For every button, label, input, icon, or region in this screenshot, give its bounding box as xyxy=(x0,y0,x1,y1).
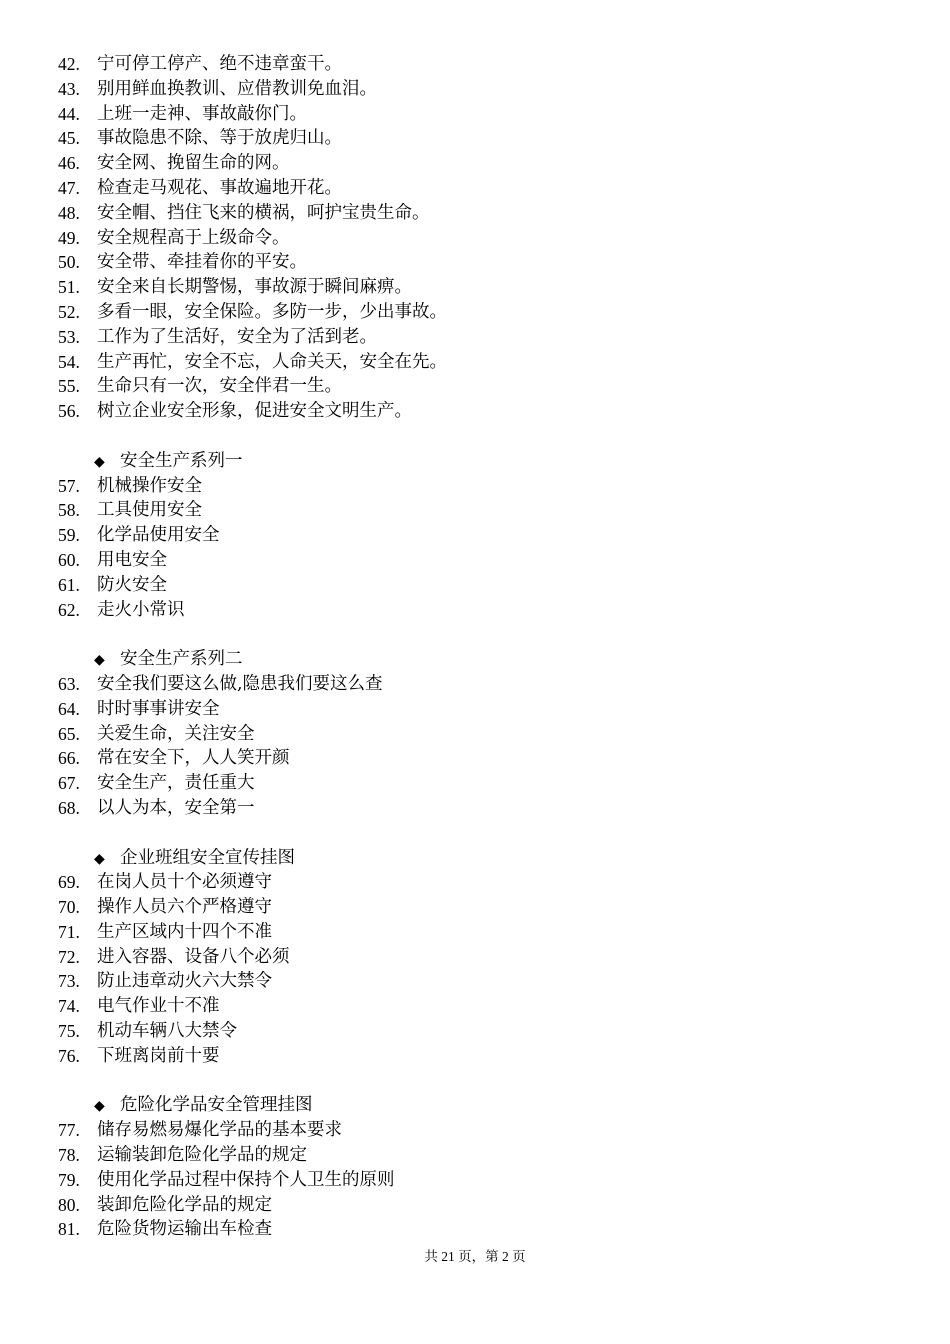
list-item xyxy=(58,77,898,102)
list-item-number: 46. xyxy=(58,153,80,174)
list-item xyxy=(58,523,898,548)
list-item xyxy=(58,1143,898,1168)
list-item-number: 58. xyxy=(58,500,80,521)
list-item-text: 化学品使用安全 xyxy=(97,525,220,546)
list-item-text: 安全我们要这么做,隐患我们要这么查 xyxy=(97,673,383,694)
list-item xyxy=(58,1118,898,1143)
list-item xyxy=(58,1019,898,1044)
list-item xyxy=(58,250,898,275)
section-gap xyxy=(58,622,898,647)
list-item-text: 机动车辆八大禁令 xyxy=(97,1021,237,1042)
list-item xyxy=(58,176,898,201)
list-item-text: 机械操作安全 xyxy=(97,475,202,496)
list-item xyxy=(58,1168,898,1193)
section-title: 安全生产系列二 xyxy=(120,649,243,670)
list-item xyxy=(58,1217,898,1242)
diamond-bullet-icon: ◆ xyxy=(94,652,105,669)
section-title: 危险化学品安全管理挂图 xyxy=(120,1095,313,1116)
list-item-text: 危险货物运输出车检查 xyxy=(97,1219,272,1240)
list-item xyxy=(58,920,898,945)
list-item xyxy=(58,275,898,300)
list-item-number: 47. xyxy=(58,177,80,198)
list-item xyxy=(58,102,898,127)
list-item-text: 别用鲜血换教训、应借教训免血泪。 xyxy=(97,78,377,99)
list-item-text: 下班离岗前十要 xyxy=(97,1045,220,1066)
list-item-text: 工具使用安全 xyxy=(97,500,202,521)
list-item-number: 80. xyxy=(58,1194,80,1215)
list-item-number: 69. xyxy=(58,872,80,893)
list-item-text: 走火小常识 xyxy=(97,599,185,620)
list-item-text: 用电安全 xyxy=(97,549,167,570)
list-item-number: 73. xyxy=(58,971,80,992)
list-item xyxy=(58,771,898,796)
list-item-number: 71. xyxy=(58,921,80,942)
list-item-number: 52. xyxy=(58,301,80,322)
list-item-number: 74. xyxy=(58,996,80,1017)
list-item xyxy=(58,746,898,771)
document-content xyxy=(58,52,898,1242)
list-item xyxy=(58,548,898,573)
list-item-number: 55. xyxy=(58,376,80,397)
list-item-number: 79. xyxy=(58,1169,80,1190)
list-item-number: 54. xyxy=(58,351,80,372)
list-item-number: 49. xyxy=(58,227,80,248)
list-item-number: 56. xyxy=(58,401,80,422)
list-item-number: 66. xyxy=(58,748,80,769)
list-item-number: 75. xyxy=(58,1021,80,1042)
list-item-number: 59. xyxy=(58,525,80,546)
list-item-number: 65. xyxy=(58,723,80,744)
list-item xyxy=(58,945,898,970)
section-gap xyxy=(58,424,898,449)
list-item-text: 关爱生命，关注安全 xyxy=(97,723,255,744)
list-item-text: 安全网、挽留生命的网。 xyxy=(97,153,290,174)
list-item-number: 77. xyxy=(58,1120,80,1141)
list-item-text: 安全规程高于上级命令。 xyxy=(97,227,290,248)
list-item xyxy=(58,350,898,375)
list-item-number: 51. xyxy=(58,277,80,298)
list-item-number: 62. xyxy=(58,599,80,620)
section-title: 安全生产系列一 xyxy=(120,450,243,471)
list-item-text: 安全帽、挡住飞来的横祸，呵护宝贵生命。 xyxy=(97,202,430,223)
list-item-text: 生产区域内十四个不准 xyxy=(97,921,272,942)
list-item-text: 进入容器、设备八个必须 xyxy=(97,946,290,967)
list-item-number: 42. xyxy=(58,54,80,74)
list-item-text: 防火安全 xyxy=(97,574,167,595)
list-item xyxy=(58,226,898,251)
list-item-text: 运输装卸危险化学品的规定 xyxy=(97,1145,307,1166)
list-item-number: 68. xyxy=(58,797,80,818)
list-item xyxy=(58,1044,898,1069)
list-item xyxy=(58,52,898,77)
list-item xyxy=(58,697,898,722)
section-heading xyxy=(58,846,898,871)
list-item xyxy=(58,325,898,350)
list-item xyxy=(58,969,898,994)
list-item-text: 操作人员六个严格遵守 xyxy=(97,897,272,918)
list-item-number: 61. xyxy=(58,574,80,595)
list-item-number: 72. xyxy=(58,946,80,967)
list-item-number: 67. xyxy=(58,773,80,794)
diamond-bullet-icon: ◆ xyxy=(94,850,105,867)
list-item xyxy=(58,498,898,523)
list-item-number: 44. xyxy=(58,103,80,124)
section-heading xyxy=(58,449,898,474)
list-item xyxy=(58,126,898,151)
list-item xyxy=(58,895,898,920)
list-item xyxy=(58,598,898,623)
list-item xyxy=(58,796,898,821)
list-item xyxy=(58,474,898,499)
list-item xyxy=(58,870,898,895)
list-item-text: 安全带、牵挂着你的平安。 xyxy=(97,252,307,273)
list-item-number: 53. xyxy=(58,326,80,347)
list-item-text: 宁可停工停产、绝不违章蛮干。 xyxy=(97,54,342,74)
list-item xyxy=(58,300,898,325)
section-gap xyxy=(58,1069,898,1094)
list-item-number: 81. xyxy=(58,1219,80,1240)
list-item xyxy=(58,201,898,226)
list-item-number: 64. xyxy=(58,698,80,719)
list-item xyxy=(58,722,898,747)
list-item-text: 防止违章动火六大禁令 xyxy=(97,971,272,992)
list-item-text: 装卸危险化学品的规定 xyxy=(97,1194,272,1215)
list-item-text: 以人为本，安全第一 xyxy=(97,797,255,818)
list-item-number: 70. xyxy=(58,897,80,918)
list-item-text: 上班一走神、事故敲你门。 xyxy=(97,103,307,124)
list-item-text: 使用化学品过程中保持个人卫生的原则 xyxy=(97,1169,395,1190)
list-item xyxy=(58,374,898,399)
section-gap xyxy=(58,821,898,846)
list-item xyxy=(58,1193,898,1218)
list-item-text: 在岗人员十个必须遵守 xyxy=(97,872,272,893)
list-item-number: 43. xyxy=(58,78,80,99)
list-item-text: 树立企业安全形象，促进安全文明生产。 xyxy=(97,401,412,422)
list-item-text: 储存易燃易爆化学品的基本要求 xyxy=(97,1120,342,1141)
list-item-number: 45. xyxy=(58,128,80,149)
list-item-text: 生产再忙，安全不忘，人命关天，安全在先。 xyxy=(97,351,447,372)
list-item-number: 48. xyxy=(58,202,80,223)
list-item-text: 多看一眼，安全保险。多防一步，少出事故。 xyxy=(97,301,447,322)
list-item xyxy=(58,151,898,176)
list-item-number: 50. xyxy=(58,252,80,273)
list-item-text: 生命只有一次，安全伴君一生。 xyxy=(97,376,342,397)
section-title: 企业班组安全宣传挂图 xyxy=(120,847,295,868)
list-item-number: 60. xyxy=(58,549,80,570)
list-item-text: 事故隐患不除、等于放虎归山。 xyxy=(97,128,342,149)
list-item-text: 常在安全下，人人笑开颜 xyxy=(97,748,290,769)
list-item-number: 63. xyxy=(58,673,80,694)
list-item xyxy=(58,672,898,697)
page-footer: 共 21 页，第 2 页 xyxy=(424,1249,526,1264)
list-item xyxy=(58,573,898,598)
list-item xyxy=(58,399,898,424)
diamond-bullet-icon: ◆ xyxy=(94,1098,105,1115)
list-item-number: 76. xyxy=(58,1045,80,1066)
list-item-number: 78. xyxy=(58,1145,80,1166)
list-item-text: 电气作业十不准 xyxy=(97,996,220,1017)
section-heading xyxy=(58,647,898,672)
list-item-text: 安全来自长期警惕，事故源于瞬间麻痹。 xyxy=(97,277,412,298)
list-item-number: 57. xyxy=(58,475,80,496)
diamond-bullet-icon: ◆ xyxy=(94,453,105,470)
list-item-text: 工作为了生活好，安全为了活到老。 xyxy=(97,326,377,347)
list-item-text: 时时事事讲安全 xyxy=(97,698,220,719)
list-item xyxy=(58,994,898,1019)
list-item-text: 安全生产，责任重大 xyxy=(97,773,255,794)
list-item-text: 检查走马观花、事故遍地开花。 xyxy=(97,177,342,198)
section-heading xyxy=(58,1093,898,1118)
